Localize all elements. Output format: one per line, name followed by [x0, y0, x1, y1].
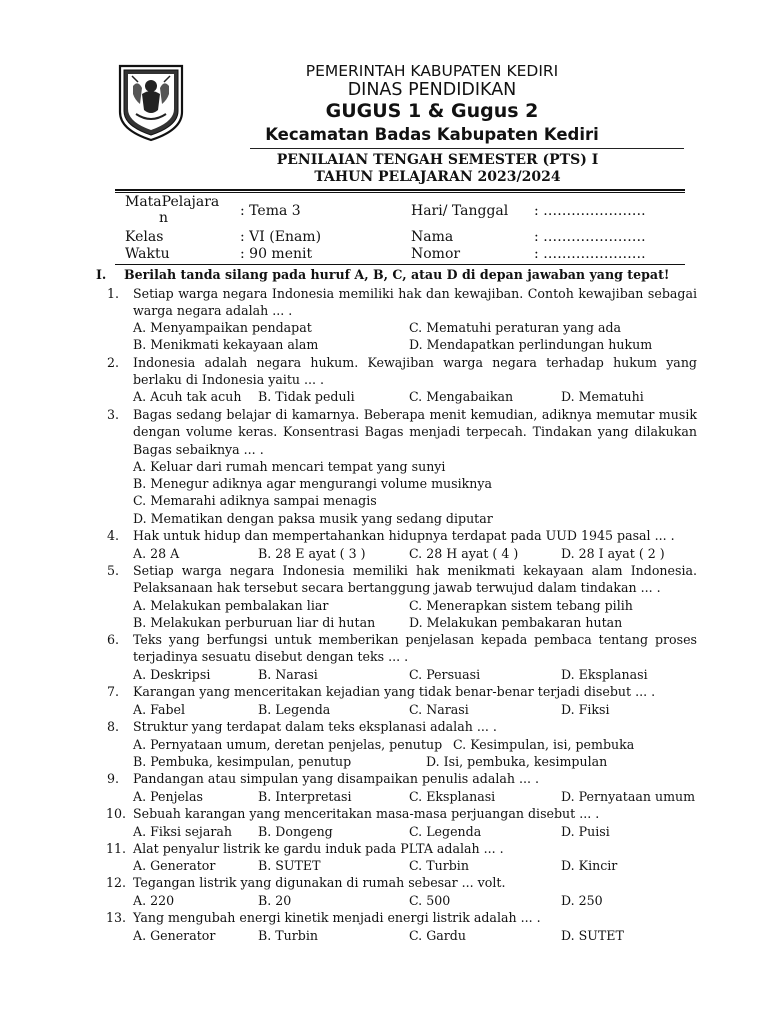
subject-label-a: MataPelajara	[125, 194, 220, 210]
subject-value: : Tema 3	[240, 203, 301, 219]
question-stem: Bagas sedang belajar di kamarnya. Beberapa menit kemudian, adiknya memutar musik dengan volume keras. Konsentrasi Bagas menjadi terpecah. Tindakan yang dilakukan Bagas sebaiknya ... .	[133, 407, 697, 457]
question-number: 6.	[106, 632, 119, 647]
name-value: : ………………….	[534, 229, 646, 245]
option: C. Menerapkan sistem tebang pilih	[409, 598, 633, 613]
option: C. Persuasi	[409, 667, 481, 682]
option: D. Pernyataan umum	[561, 789, 696, 804]
option: C. 500	[409, 893, 451, 908]
option: A. Deskripsi	[133, 667, 211, 682]
option: D. Kincir	[561, 858, 618, 873]
letterhead-cluster: GUGUS 1 & Gugus 2	[325, 100, 539, 122]
question-stem: Sebuah karangan yang menceritakan masa-masa perjuangan disebut ... .	[133, 806, 600, 821]
option: C. Legenda	[409, 824, 482, 839]
section-number: I.	[96, 267, 107, 282]
option: A. Acuh tak acuh	[133, 389, 242, 404]
class-label: Kelas	[125, 229, 164, 245]
option: A. Generator	[133, 858, 216, 873]
option: A. Penjelas	[133, 789, 203, 804]
letterhead-district: Kecamatan Badas Kabupaten Kediri	[265, 125, 599, 144]
option: A. Fiksi sejarah	[133, 824, 232, 839]
option: A. Keluar dari rumah mencari tempat yang sunyi	[133, 459, 446, 474]
letterhead	[232, 62, 632, 145]
question-stem: Alat penyalur listrik ke gardu induk pada PLTA adalah ... .	[133, 841, 504, 856]
option: C. Memarahi adiknya sampai menagis	[133, 493, 377, 508]
option: B. Menegur adiknya agar mengurangi volume musiknya	[133, 476, 492, 491]
option: A. 28 A	[133, 546, 180, 561]
question-number: 1.	[106, 286, 119, 301]
option: D. 28 I ayat ( 2 )	[561, 546, 665, 561]
date-value: : ………………….	[534, 203, 646, 219]
question-number: 5.	[106, 563, 119, 578]
exam-title-line1: PENILAIAN TENGAH SEMESTER (PTS) I	[276, 152, 599, 168]
date-label: Hari/ Tanggal	[411, 203, 509, 219]
option: A. Melakukan pembalakan liar	[133, 598, 329, 613]
question-number: 9.	[106, 771, 119, 786]
question-number: 11.	[105, 841, 126, 856]
option: D. Isi, pembuka, kesimpulan	[426, 754, 608, 769]
option: B. Narasi	[258, 667, 318, 682]
question-number: 10.	[105, 806, 126, 821]
question-stem: Tegangan listrik yang digunakan di rumah sebesar ... volt.	[133, 875, 506, 890]
exam-title	[200, 152, 675, 186]
time-value: : 90 menit	[240, 246, 313, 262]
question-stem: Setiap warga negara Indonesia memiliki hak dan kewajiban. Contoh kewajiban sebagai warga negara adalah ... .	[133, 286, 697, 319]
option: B. Menikmati kekayaan alam	[133, 337, 319, 352]
question-number: 8.	[106, 719, 119, 734]
question-stem: Yang mengubah energi kinetik menjadi energi listrik adalah ... .	[133, 910, 541, 925]
option: A. Menyampaikan pendapat	[133, 320, 312, 335]
option: C. Mematuhi peraturan yang ada	[409, 320, 622, 335]
question-number: 12.	[105, 875, 126, 890]
kediri-emblem-logo	[118, 64, 184, 142]
option: A. Generator	[133, 928, 216, 943]
number-value: : ………………….	[534, 246, 646, 262]
time-label: Waktu	[125, 246, 170, 262]
option: D. Mendapatkan perlindungan hukum	[409, 337, 653, 352]
option: C. Narasi	[409, 702, 469, 717]
option: B. Interpretasi	[258, 789, 352, 804]
name-label: Nama	[411, 229, 454, 245]
option: B. Melakukan perburuan liar di hutan	[133, 615, 376, 630]
option: B. Tidak peduli	[258, 389, 355, 404]
question-stem: Struktur yang terdapat dalam teks eksplanasi adalah ... .	[133, 719, 497, 734]
question-stem: Karangan yang menceritakan kejadian yang tidak benar-benar terjadi disebut ... .	[133, 684, 656, 699]
option: A. Fabel	[133, 702, 186, 717]
question-number: 4.	[106, 528, 119, 543]
question-number: 13.	[105, 910, 126, 925]
option: D. Mematikan dengan paksa musik yang sedang diputar	[133, 511, 493, 526]
option: C. Kesimpulan, isi, pembuka	[453, 737, 635, 752]
question-stem: Hak untuk hidup dan mempertahankan hidupnya terdapat pada UUD 1945 pasal ... .	[133, 528, 675, 543]
question-stem: Indonesia adalah negara hukum. Kewajiban warga negara terhadap hukum yang berlaku di Indonesia yaitu ... .	[133, 355, 697, 388]
option: D. Fiksi	[561, 702, 610, 717]
number-label: Nomor	[411, 246, 461, 262]
option: B. SUTET	[258, 858, 321, 873]
option: D. Puisi	[561, 824, 610, 839]
info-divider	[115, 264, 685, 265]
option: B. Legenda	[258, 702, 331, 717]
section-instruction: Berilah tanda silang pada huruf A, B, C, atau D di depan jawaban yang tepat!	[124, 267, 670, 282]
option: A. Pernyataan umum, deretan penjelas, penutup	[133, 737, 443, 752]
option: C. Turbin	[409, 858, 469, 873]
option: D. Eksplanasi	[561, 667, 648, 682]
letterhead-government: PEMERINTAH KABUPATEN KEDIRI	[305, 62, 559, 80]
option: D. 250	[561, 893, 603, 908]
title-divider	[115, 189, 685, 193]
option: D. Mematuhi	[561, 389, 644, 404]
question-number: 3.	[106, 407, 119, 422]
class-value: : VI (Enam)	[240, 229, 322, 245]
option: D. SUTET	[561, 928, 624, 943]
question-number: 2.	[106, 355, 119, 370]
subject-label-b: n	[159, 210, 169, 226]
option: B. Pembuka, kesimpulan, penutup	[133, 754, 352, 769]
letterhead-agency: DINAS PENDIDIKAN	[347, 80, 517, 100]
option: C. Mengabaikan	[409, 389, 514, 404]
option: C. 28 H ayat ( 4 )	[409, 546, 519, 561]
option: A. 220	[133, 893, 175, 908]
question-stem: Teks yang berfungsi untuk memberikan penjelasan kepada pembaca tentang proses terjadinya sesuatu disebut dengan teks ... .	[133, 632, 697, 665]
option: B. 28 E ayat ( 3 )	[258, 546, 366, 561]
option: C. Eksplanasi	[409, 789, 496, 804]
option: B. Dongeng	[258, 824, 333, 839]
question-number: 7.	[106, 684, 119, 699]
option: C. Gardu	[409, 928, 466, 943]
option: B. 20	[258, 893, 292, 908]
option: B. Turbin	[258, 928, 318, 943]
question-stem: Setiap warga negara Indonesia memiliki hak menikmati kekayaan alam Indonesia. Pelaksanaan hak tersebut secara bertanggung jawab terwujud dalam tindakan ... .	[133, 563, 697, 596]
letterhead-divider	[250, 148, 684, 149]
exam-title-line2: TAHUN PELAJARAN 2023/2024	[314, 169, 561, 185]
question-stem: Pandangan atau simpulan yang disampaikan penulis adalah ... .	[133, 771, 539, 786]
option: D. Melakukan pembakaran hutan	[409, 615, 623, 630]
